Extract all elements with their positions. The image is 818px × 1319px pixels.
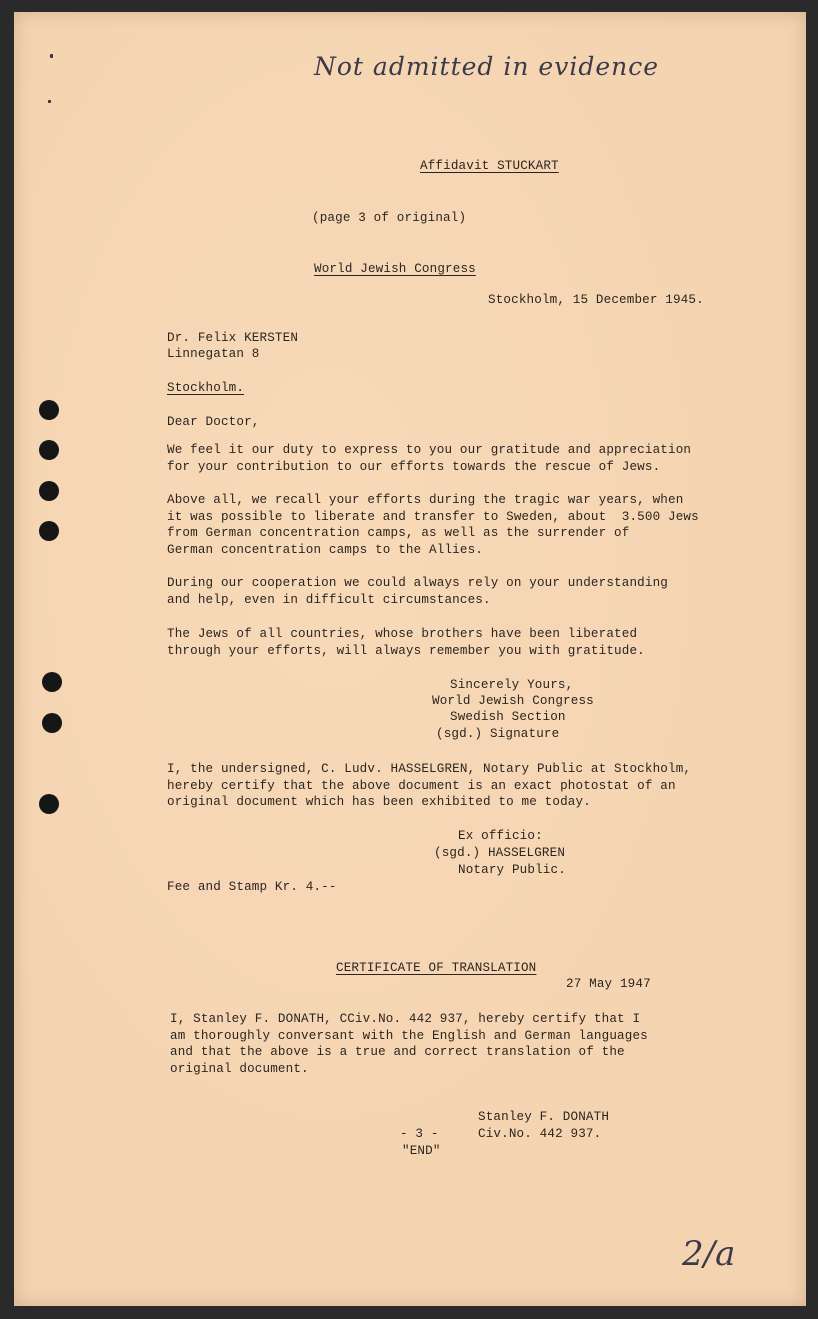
page-note: (page 3 of original) (312, 211, 467, 225)
paper-speck (50, 54, 53, 58)
closing-line: (sgd.) Signature (436, 727, 560, 741)
place-date: Stockholm, 15 December 1945. (488, 293, 704, 307)
fee-line: Fee and Stamp Kr. 4.-- (167, 880, 337, 894)
end-mark: "END" (402, 1144, 441, 1158)
affidavit-title: Affidavit STUCKART (420, 159, 559, 173)
paper-speck (48, 100, 51, 103)
recipient-city: Stockholm. (167, 381, 245, 395)
punch-hole (39, 794, 59, 814)
letter-paragraph: The Jews of all countries, whose brothers have been liberated through your efforts, will always remember you with gratitude. (167, 627, 645, 658)
letter-paragraph: During our cooperation we could always rely on your understanding and help, even in difficult circumstances. (167, 576, 668, 607)
organization-heading: World Jewish Congress (314, 262, 476, 276)
punch-hole (42, 672, 62, 692)
recipient-name: Dr. Felix KERSTEN (167, 331, 299, 345)
handwritten-note: Not admitted in evidence (314, 52, 660, 81)
punch-hole (39, 400, 59, 420)
recipient-street: Linnegatan 8 (167, 347, 260, 361)
punch-hole (39, 440, 59, 460)
notary-signature-line: (sgd.) HASSELGREN (434, 846, 566, 860)
handwritten-page-number: 2/a (682, 1234, 736, 1274)
translator-name: Stanley F. DONATH (478, 1110, 610, 1124)
page-number: - 3 - (400, 1127, 439, 1141)
letter-paragraph: We feel it our duty to express to you our gratitude and appreciation for your contribution to our efforts towards the rescue of Jews. (167, 443, 692, 474)
certificate-date: 27 May 1947 (566, 977, 651, 991)
certificate-body: I, Stanley F. DONATH, CCiv.No. 442 937, hereby certify that I am thoroughly conversant with the English and German languages and that the above is a true and correct translation of the original document. (170, 1012, 648, 1076)
closing-line: Swedish Section (450, 710, 566, 724)
salutation: Dear Doctor, (167, 415, 260, 429)
punch-hole (39, 481, 59, 501)
certificate-title: CERTIFICATE OF TRANSLATION (336, 961, 537, 975)
punch-hole (39, 521, 59, 541)
document-page (14, 12, 806, 1306)
closing-line: World Jewish Congress (432, 694, 594, 708)
punch-hole (42, 713, 62, 733)
notary-statement: I, the undersigned, C. Ludv. HASSELGREN, Notary Public at Stockholm, hereby certify that the above document is an exact photostat of an original document which has been exhibited to me today. (167, 762, 692, 809)
translator-id: Civ.No. 442 937. (478, 1127, 602, 1141)
notary-signature-line: Ex officio: (458, 829, 543, 843)
notary-signature-line: Notary Public. (458, 863, 566, 877)
closing-line: Sincerely Yours, (450, 678, 574, 692)
letter-paragraph: Above all, we recall your efforts during the tragic war years, when it was possible to liberate and transfer to Sweden, about 3.500 Jews from German concentration camps, as well as the surrender of German concentration camps to the Allies. (167, 493, 699, 557)
